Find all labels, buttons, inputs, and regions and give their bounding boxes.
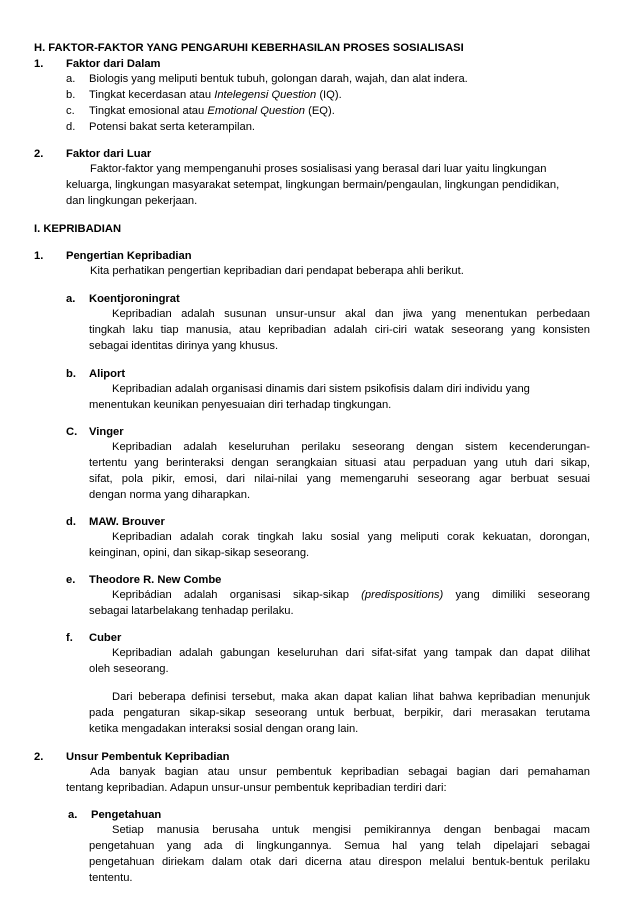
h2-paragraph-line: dan lingkungan pekerjaan.	[66, 195, 198, 207]
part-definition-line: pengetahuan diriekam dalam otak dari dicerna atau direspon melalui bentuk-bentuk perilaku	[89, 856, 590, 868]
expert-marker: C.	[66, 426, 78, 438]
h1-list-marker: b.	[66, 89, 76, 101]
part-name: Pengetahuan	[91, 809, 162, 821]
h1-heading: Faktor dari Dalam	[66, 58, 161, 70]
expert-definition-line: Kepribadian adalah gabungan keseluruhan dari sifat-sifat yang tampak dan dapat dilihat	[112, 647, 590, 659]
conclusion-line: Dari beberapa definisi tersebut, maka akan dapat kalian lihat bahwa kepribadian menunjuk	[112, 691, 590, 703]
i1-intro: Kita perhatikan pengertian kepribadian dari pendapat beberapa ahli berikut.	[90, 265, 464, 277]
expert-definition-line: oleh seseorang.	[89, 663, 169, 675]
part-marker: a.	[68, 809, 78, 821]
expert-marker: d.	[66, 516, 76, 528]
expert-name: MAW. Brouver	[89, 516, 165, 528]
i1-number: 1.	[34, 250, 44, 262]
h1-list-marker: a.	[66, 73, 76, 85]
expert-name: Vinger	[89, 426, 124, 438]
h2-paragraph-line: keluarga, lingkungan masyarakat setempat, lingkungan bermain/pengaulan, lingkungan pendidikan,	[66, 179, 560, 191]
h1-list-item: Tingkat emosional atau Emotional Question (EQ).	[89, 105, 335, 117]
i2-number: 2.	[34, 751, 44, 763]
expert-definition-line: Kepribadian adalah keseluruhan perilaku seseorang dengan sistem kecenderungan-	[112, 441, 590, 453]
section-h-title: H. FAKTOR-FAKTOR YANG PENGARUHI KEBERHASILAN PROSES SOSIALISASI	[34, 42, 464, 54]
h1-list-item: Potensi bakat serta keterampilan.	[89, 121, 256, 133]
expert-name: Koentjoroningrat	[89, 293, 180, 305]
expert-marker: f.	[66, 632, 73, 644]
expert-definition-line: tertentu yang berinteraksi dengan serangkaian situasi atau perpaduan yang utuh dari sikap,	[89, 457, 590, 469]
expert-marker: e.	[66, 574, 76, 586]
expert-definition-line: Kepribádian adalah organisasi sikap-sikap (predispositions) yang dimiliki seseorang	[112, 589, 590, 601]
expert-definition-line: sifat, pola pikir, emosi, dari nilai-nilai yang memengaruhi seseorang agar berbuat sesuai	[89, 473, 590, 485]
i1-heading: Pengertian Kepribadian	[66, 250, 192, 262]
expert-definition-line: dengan norma yang diharapkan.	[89, 489, 251, 501]
h2-number: 2.	[34, 148, 44, 160]
expert-definition-line: keinginan, opini, dan sikap-sikap seseorang.	[89, 547, 310, 559]
h1-number: 1.	[34, 58, 44, 70]
h1-list-item: Biologis yang meliputi bentuk tubuh, golongan darah, wajah, dan alat indera.	[89, 73, 468, 85]
conclusion-line: pada pengaturan sikap-sikap seseorang untuk berbuat, berpikir, dari merasakan terutama	[89, 707, 590, 719]
i2-intro-line: Ada banyak bagian atau unsur pembentuk kepribadian sebagai bagian dari pemahaman	[90, 766, 590, 778]
expert-marker: a.	[66, 293, 76, 305]
i2-intro-line: tentang kepribadian. Adapun unsur-unsur pembentuk kepribadian terdiri dari:	[66, 782, 447, 794]
h1-list-marker: c.	[66, 105, 75, 117]
section-i-title: I. KEPRIBADIAN	[34, 223, 122, 235]
expert-name: Aliport	[89, 368, 126, 380]
expert-name: Theodore R. New Combe	[89, 574, 222, 586]
part-definition-line: tententu.	[89, 872, 133, 884]
conclusion-line: ketika mengadakan interaksi sosial dengan orang lain.	[89, 723, 359, 735]
expert-definition-line: menentukan keunikan penyesuaian diri terhadap tingkungan.	[89, 399, 392, 411]
i2-heading: Unsur Pembentuk Kepribadian	[66, 751, 230, 763]
expert-definition-line: sebagai latarbelakang tenhadap perilaku.	[89, 605, 294, 617]
h1-list-marker: d.	[66, 121, 76, 133]
expert-definition-line: Kepribadian adalah susunan unsur-unsur akal dan jiwa yang menentukan perbedaan	[112, 308, 590, 320]
h2-heading: Faktor dari Luar	[66, 148, 152, 160]
expert-definition-line: tingkah laku tiap manusia, atau kepribadian adalah ciri-ciri watak seseorang yang konsisten	[89, 324, 590, 336]
expert-definition-line: Kepribadian adalah corak tingkah laku sosial yang meliputi corak kekuatan, dorongan,	[112, 531, 590, 543]
h1-list-item: Tingkat kecerdasan atau Intelegensi Question (IQ).	[89, 89, 342, 101]
expert-name: Cuber	[89, 632, 122, 644]
part-definition-line: pengetahuan yang ada di lingkungannya. Semua hal yang telah dipelajari sebagai	[89, 840, 590, 852]
h2-paragraph-line: Faktor-faktor yang mempenganuhi proses sosialisasi yang berasal dari luar yaitu lingkungan	[90, 163, 547, 175]
part-definition-line: Setiap manusia berusaha untuk mengisi pemikirannya dengan benbagai macam	[112, 824, 590, 836]
expert-definition-line: sebagai identitas dirinya yang khusus.	[89, 340, 279, 352]
expert-marker: b.	[66, 368, 76, 380]
expert-definition-line: Kepribadian adalah organisasi dinamis dari sistem psikofisis dalam diri individu yang	[112, 383, 530, 395]
